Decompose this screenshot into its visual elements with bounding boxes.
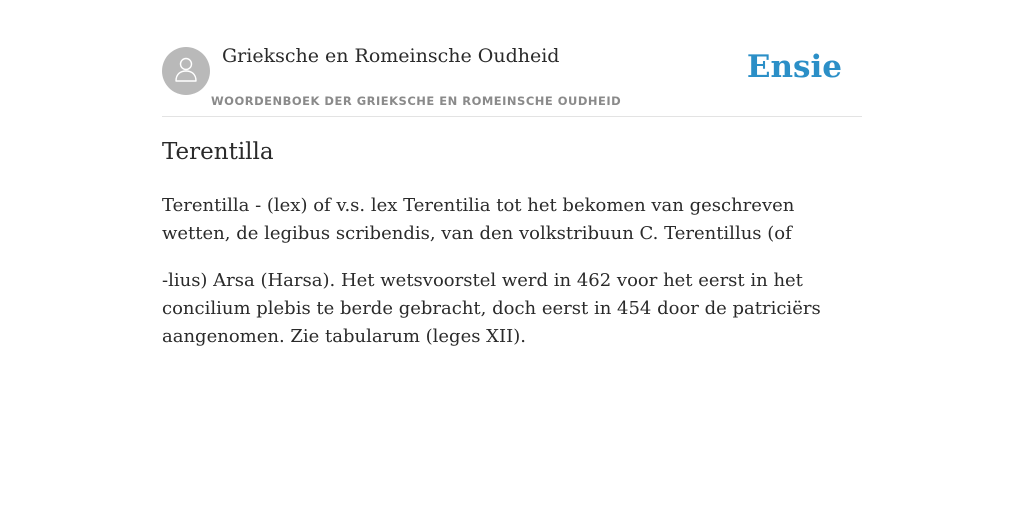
entry-paragraph: -lius) Arsa (Harsa). Het wetsvoorstel werd in 462 voor het eerst in het concilium plebis te berde gebracht, doch eerst in 454 door de patriciërs aangenomen. Zie tabularum (leges XII). [162, 270, 821, 347]
source-header [162, 40, 862, 117]
entry-title: Terentilla [162, 139, 274, 165]
avatar[interactable] [162, 47, 210, 95]
source-subtitle: WOORDENBOEK DER GRIEKSCHE EN ROMEINSCHE OUDHEID [211, 94, 622, 108]
source-title[interactable]: Grieksche en Romeinsche Oudheid [222, 45, 560, 67]
entry-body [162, 192, 866, 370]
user-icon [171, 54, 201, 89]
entry-paragraph: Terentilla - (lex) of v.s. lex Terentilia tot het bekomen van geschreven wetten, de legibus scribendis, van den volkstribuun C. Terentillus (of [162, 195, 795, 244]
brand-logo[interactable]: Ensie [746, 49, 842, 85]
